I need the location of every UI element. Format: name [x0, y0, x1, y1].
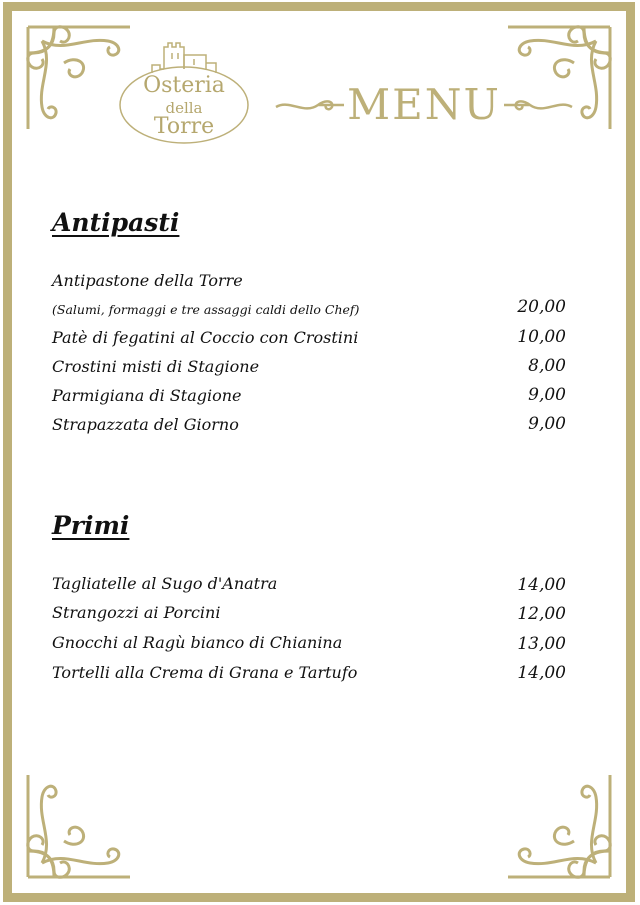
- menu-item-name: Parmigiana di Stagione: [52, 386, 242, 405]
- menu-item-price: 13,00: [517, 634, 566, 654]
- menu-item-price: 9,00: [528, 385, 566, 405]
- menu-item-description: (Salumi, formaggi e tre assaggi caldi dello Chef): [52, 302, 360, 317]
- menu-item-name: Gnocchi al Ragù bianco di Chianina: [52, 633, 343, 652]
- menu-item-price: 10,00: [517, 327, 566, 347]
- menu-item-price: 9,00: [528, 414, 566, 434]
- menu-title: MENU: [347, 80, 501, 129]
- menu-item-name: Patè di fegatini al Coccio con Crostini: [52, 328, 359, 347]
- logo-line-osteria: Osteria: [143, 73, 225, 98]
- menu-item-name: Tortelli alla Crema di Grana e Tartufo: [52, 663, 358, 682]
- menu-item-price: 14,00: [517, 575, 566, 595]
- flourish-right-icon: [502, 93, 574, 117]
- section-title-primi: Primi: [52, 511, 130, 540]
- menu-heading: [274, 75, 574, 135]
- menu-item-price: 8,00: [528, 356, 566, 376]
- corner-ornament-bottom-left: [24, 771, 134, 881]
- logo-line-torre: Torre: [153, 114, 215, 139]
- restaurant-logo: [116, 29, 252, 149]
- flourish-left-icon: [274, 93, 346, 117]
- menu-item-name: Strapazzata del Giorno: [52, 415, 239, 434]
- menu-item-price: 20,00: [517, 297, 566, 317]
- logo-line-della: della: [165, 99, 203, 117]
- menu-page: [3, 2, 635, 902]
- menu-item-price: 14,00: [517, 663, 566, 683]
- menu-item-name: Tagliatelle al Sugo d'Anatra: [52, 574, 278, 593]
- menu-item-name: Antipastone della Torre: [52, 271, 243, 290]
- menu-item-name: Crostini misti di Stagione: [52, 357, 260, 376]
- corner-ornament-bottom-right: [504, 771, 614, 881]
- menu-item-name: Strangozzi ai Porcini: [52, 603, 221, 622]
- menu-item-price: 12,00: [517, 604, 566, 624]
- section-title-antipasti: Antipasti: [52, 208, 180, 237]
